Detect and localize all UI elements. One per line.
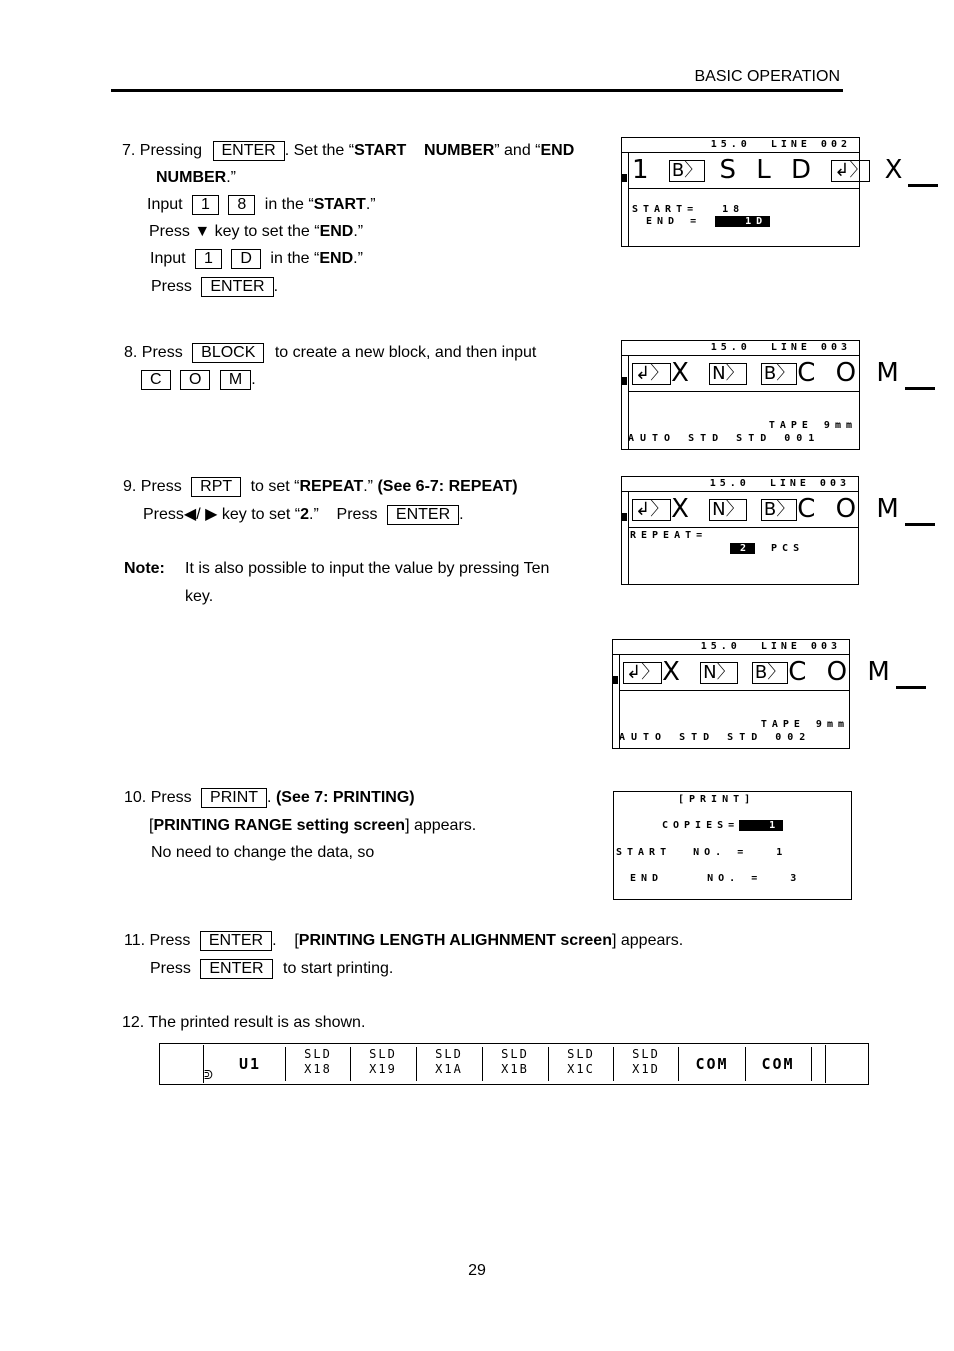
- return-icon: ↲〉: [632, 499, 671, 521]
- step7-line1: [122, 141, 574, 161]
- text: .”: [363, 478, 378, 495]
- text: START NO. =: [616, 847, 749, 858]
- text: START: [313, 196, 366, 213]
- lcd-row: TAPE 9mm: [768, 420, 857, 431]
- text: .: [251, 371, 256, 388]
- text: 1D: [715, 216, 770, 227]
- lcd-row: [730, 543, 804, 555]
- lcd-title: [PRINT]: [678, 794, 756, 805]
- lcd-row: [630, 873, 801, 885]
- label-com: COM: [695, 1055, 729, 1073]
- text: COPIES=: [662, 820, 740, 831]
- lcd-row: TAPE 9mm: [760, 719, 849, 730]
- text: Press: [150, 960, 191, 977]
- text: C O M: [797, 358, 905, 388]
- cursor-mark: [622, 513, 627, 521]
- enter-key: ENTER: [200, 959, 272, 979]
- divider: [811, 1047, 812, 1081]
- step10-line1: [124, 788, 415, 808]
- text: (See 6-7: REPEAT): [377, 478, 518, 495]
- text: NUMBER: [156, 169, 227, 186]
- block-marker: B〉: [752, 662, 788, 684]
- text: SLD: [369, 1047, 397, 1061]
- step7-line2: [156, 168, 236, 188]
- text: . [: [272, 932, 299, 949]
- text: N: [703, 661, 717, 683]
- text: .”: [353, 250, 363, 267]
- text: END: [319, 223, 354, 240]
- text: (See 7: PRINTING): [275, 789, 415, 806]
- note-text: It is also possible to input the value by pressing Ten: [185, 560, 550, 577]
- text: X18: [304, 1062, 332, 1076]
- cursor-underline: [905, 363, 935, 390]
- key-o: O: [180, 370, 210, 390]
- cursor-mark: [622, 174, 627, 182]
- text: [: [149, 817, 154, 834]
- lcd-row: [662, 820, 783, 832]
- header-rule: [111, 89, 843, 92]
- text: .” Press: [309, 506, 378, 523]
- text: X: [671, 358, 695, 388]
- text: C O M: [797, 494, 905, 524]
- step9-line1: [123, 477, 518, 497]
- lcd-row: [646, 216, 770, 228]
- label-cell: [417, 1047, 481, 1081]
- text: PCS: [771, 543, 805, 554]
- text: ] appears.: [611, 932, 684, 949]
- return-icon: ↲〉: [831, 160, 870, 182]
- text: B: [763, 362, 777, 384]
- text: 10. Press: [124, 789, 192, 806]
- text: Input: [147, 196, 183, 213]
- divider: [825, 1045, 826, 1083]
- text: X: [884, 155, 909, 185]
- text: N: [712, 362, 726, 384]
- lcd-row: AUTO STD STD 001: [628, 433, 821, 444]
- lcd-screen-print: [613, 791, 852, 900]
- text: S L D: [719, 155, 817, 185]
- block-marker: B〉: [761, 499, 797, 521]
- text: SLD: [304, 1047, 332, 1061]
- cursor-mark: [613, 676, 618, 684]
- step7-line3: [147, 195, 376, 215]
- text: Press: [151, 278, 192, 295]
- label-com: COM: [761, 1055, 795, 1073]
- text: 1: [739, 820, 783, 831]
- label-cell: [351, 1047, 415, 1081]
- text: PRINTING RANGE setting screen: [153, 817, 406, 834]
- text: Note:: [124, 560, 165, 577]
- step7-line6: [151, 277, 278, 297]
- text: X19: [369, 1062, 397, 1076]
- divider: [628, 188, 859, 189]
- text: . Set the “: [284, 142, 355, 159]
- tube-mark-icon: ᕲ: [204, 1068, 213, 1082]
- text: SLD: [632, 1047, 660, 1061]
- cursor-underline: [896, 662, 926, 689]
- text: END NO. =: [630, 873, 763, 884]
- text: to create a new block, and then input: [274, 344, 537, 361]
- lcd-row: [616, 847, 787, 859]
- text: X1C: [567, 1062, 595, 1076]
- text: X: [662, 657, 686, 687]
- label-cell: [549, 1047, 613, 1081]
- return-icon: ↲〉: [632, 363, 671, 385]
- cursor-underline: [905, 499, 935, 526]
- step11-line2: [150, 959, 393, 979]
- text: B: [763, 498, 777, 520]
- divider: [619, 690, 849, 691]
- block-marker: N〉: [709, 499, 746, 521]
- printed-result-strip: [159, 1043, 869, 1085]
- block-marker: B〉: [761, 363, 797, 385]
- enter-key: ENTER: [200, 931, 272, 951]
- divider: [628, 527, 858, 528]
- divider: [628, 153, 629, 246]
- text: .: [273, 278, 279, 295]
- key-d: D: [231, 249, 261, 269]
- lcd-row: [632, 204, 744, 216]
- text: REPEAT: [299, 478, 364, 495]
- key-m: M: [220, 370, 251, 390]
- block-marker: B〉: [669, 160, 705, 182]
- text: ] appears.: [405, 817, 477, 834]
- lcd-status: 15.0 LINE 003: [622, 341, 859, 356]
- text: SLD: [567, 1047, 595, 1061]
- text: 7. Pressing: [122, 142, 203, 159]
- text: to set “: [250, 478, 300, 495]
- text: START NUMBER: [354, 142, 495, 159]
- block-marker: N〉: [709, 363, 746, 385]
- print-key: PRINT: [201, 788, 267, 808]
- text: ” and “: [494, 142, 541, 159]
- header-title: BASIC OPERATION: [694, 68, 840, 85]
- key-1: 1: [195, 249, 222, 269]
- block-marker: N〉: [700, 662, 737, 684]
- text: 11. Press: [124, 932, 191, 949]
- divider: [628, 492, 629, 584]
- lcd-status: 15.0 LINE 003: [622, 477, 858, 492]
- step8-line2: [141, 370, 256, 390]
- step10-line3: No need to change the data, so: [151, 844, 375, 861]
- text: .”: [365, 196, 376, 213]
- lcd-screen-2: [621, 340, 905, 450]
- text: C O M: [788, 657, 896, 687]
- text: X1B: [501, 1062, 529, 1076]
- cursor-underline: [908, 160, 938, 187]
- step11-line1: [124, 931, 683, 951]
- text: .: [459, 506, 464, 523]
- step7-line4: [149, 222, 363, 242]
- text: .”: [226, 169, 236, 186]
- lcd-screen-3: [621, 476, 905, 585]
- page-number: 29: [468, 1262, 486, 1279]
- step9-line2: [143, 505, 464, 525]
- text: PRINTING LENGTH ALIGHNMENT screen: [298, 932, 612, 949]
- text: N: [712, 498, 726, 520]
- text: in the “: [270, 250, 320, 267]
- enter-key: ENTER: [201, 277, 273, 297]
- text: SLD: [501, 1047, 529, 1061]
- text: Input: [150, 250, 186, 267]
- text: END =: [646, 216, 702, 227]
- label-cell: [614, 1047, 678, 1081]
- lcd-row: REPEAT=: [630, 530, 708, 541]
- cursor-mark: [622, 377, 627, 385]
- key-8: 8: [228, 195, 255, 215]
- key-1: 1: [192, 195, 219, 215]
- text: SLD: [435, 1047, 463, 1061]
- step12-text: 12. The printed result is as shown.: [122, 1014, 366, 1031]
- lcd-screen-4: [612, 639, 896, 749]
- text: to start printing.: [283, 960, 394, 977]
- text: B: [754, 661, 768, 683]
- lcd-text-line: [632, 492, 935, 526]
- enter-key: ENTER: [387, 505, 459, 525]
- text: X1A: [435, 1062, 463, 1076]
- text: B: [671, 159, 685, 181]
- text: in the “: [264, 196, 314, 213]
- label-u1: U1: [238, 1055, 262, 1073]
- key-c: C: [141, 370, 171, 390]
- text: 18: [722, 204, 745, 215]
- step10-line2: [149, 816, 476, 836]
- lcd-status: 15.0 LINE 003: [613, 640, 849, 655]
- divider: [628, 391, 859, 392]
- label-cell: [286, 1047, 350, 1081]
- text: Press◀/ ▶ key to set “: [143, 506, 301, 523]
- lcd-screen-1: [621, 137, 909, 247]
- text: 3: [790, 873, 802, 884]
- text: 8. Press: [124, 344, 183, 361]
- text: .: [267, 789, 276, 806]
- return-icon: ↲〉: [623, 662, 662, 684]
- lcd-status: 15.0 LINE 002: [622, 138, 859, 153]
- text: 2: [730, 543, 755, 554]
- step7-line5: [150, 249, 363, 269]
- block-key: BLOCK: [192, 343, 264, 363]
- text: END: [540, 142, 575, 159]
- text: 2: [300, 506, 309, 523]
- text: END: [319, 250, 354, 267]
- lcd-row: AUTO STD STD 002: [619, 732, 812, 743]
- text: START=: [632, 204, 699, 215]
- text: .”: [353, 223, 364, 240]
- enter-key: ENTER: [213, 141, 285, 161]
- step8-line1: [124, 343, 536, 363]
- text: X1D: [632, 1062, 660, 1076]
- lcd-text-line: [632, 356, 935, 390]
- text: 1: [776, 847, 788, 858]
- text: 1: [632, 155, 655, 185]
- text: 9. Press: [123, 478, 182, 495]
- note-text: key.: [185, 588, 214, 605]
- lcd-text-line: [632, 153, 938, 187]
- lcd-text-line: [623, 655, 926, 689]
- text: Press ▼ key to set the “: [149, 223, 320, 240]
- rpt-key: RPT: [191, 477, 241, 497]
- label-cell: [483, 1047, 547, 1081]
- note-label: [124, 559, 165, 579]
- text: X: [671, 494, 695, 524]
